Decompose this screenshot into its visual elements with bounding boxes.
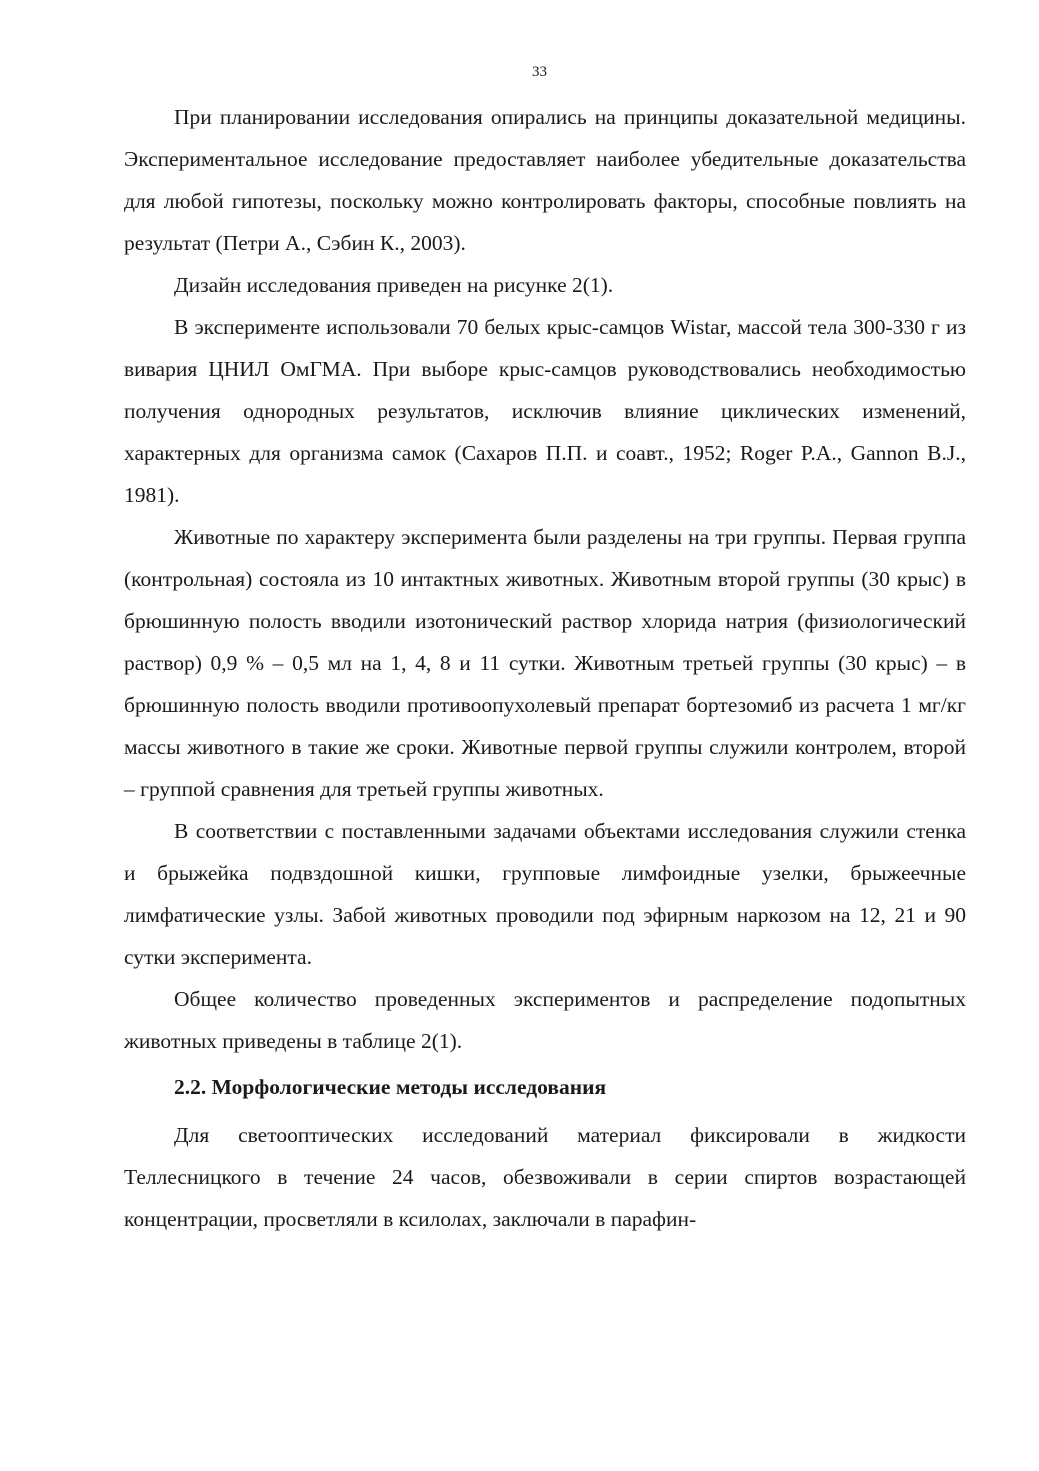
paragraph-objects: В соответствии с поставленными задачами объектами исследования служили стенка и брыжейка подвздошной кишки, групповые лимфоидные узелки, брыжеечные лимфатические узлы. Забой животных проводили под эфирным наркозом на 12, 21 и 90 сутки эксперимента.: [124, 819, 966, 969]
section-heading: 2.2. Морфологические методы исследования: [174, 1075, 607, 1099]
body-text: [124, 96, 966, 1240]
paragraph-table-reference: Общее количество проведенных экспериментов и распределение подопытных животных приведены в таблице 2(1).: [124, 987, 966, 1053]
paragraph-design: Дизайн исследования приведен на рисунке 2(1).: [174, 273, 614, 297]
paragraph-light-optical: Для светооптических исследований материал фиксировали в жидкости Теллесницкого в течение 24 часов, обезвоживали в серии спиртов возрастающей концентрации, просветляли в ксилолах, заключали в парафин-: [124, 1123, 966, 1231]
page-number: 33: [532, 64, 547, 80]
paragraph-evidence-based: При планировании исследования опирались на принципы доказательной медицины. Экспериментальное исследование предоставляет наиболее убедительные доказательства для любой гипотезы, поскольку можно контролировать факторы, способные повлиять на результат (Петри А., Сэбин К., 2003).: [124, 105, 966, 255]
paragraph-animals: В эксперименте использовали 70 белых крыс-самцов Wistar, массой тела 300-330 г из вивария ЦНИЛ ОмГМА. При выборе крыс-самцов руководствовались необходимостью получения однородных результатов, исключив влияние циклических изменений, характерных для организма самок (Сахаров П.П. и соавт., 1952; Roger P.A., Gannon B.J., 1981).: [124, 315, 966, 507]
paragraph-groups: Животные по характеру эксперимента были разделены на три группы. Первая группа (контрольная) состояла из 10 интактных животных. Животным второй группы (30 крыс) в брюшинную полость вводили изотонический раствор хлорида натрия (физиологический раствор) 0,9 % – 0,5 мл на 1, 4, 8 и 11 сутки. Животным третьей группы (30 крыс) – в брюшинную полость вводили противоопухолевый препарат бортезомиб из расчета 1 мг/кг массы животного в такие же сроки. Животные первой группы служили контролем, второй – группой сравнения для третьей группы животных.: [124, 525, 966, 801]
